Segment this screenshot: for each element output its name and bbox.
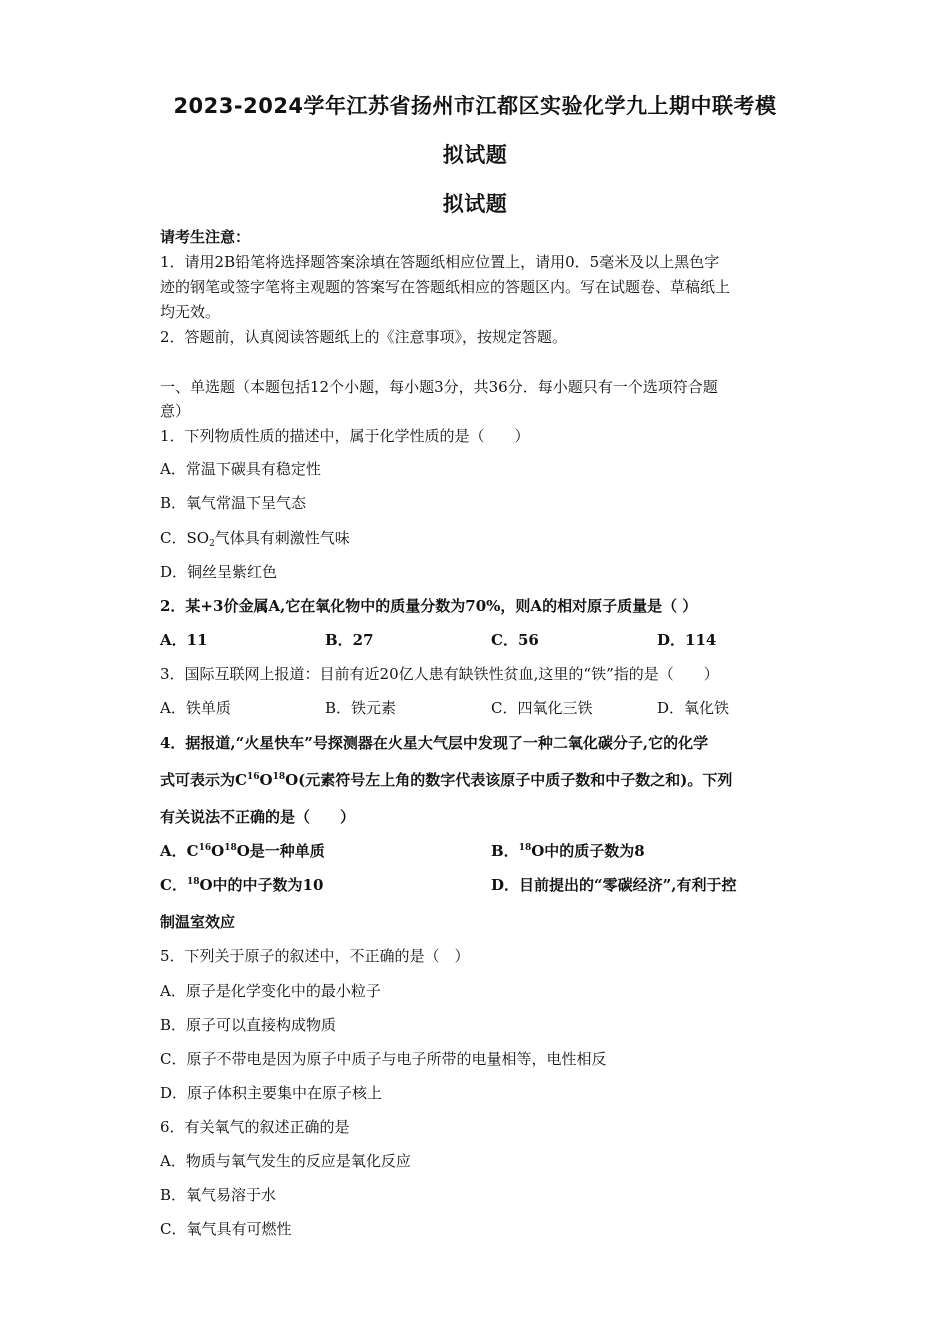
q2-stem: 2．某+3价金属A,它在氧化物中的质量分数为70%，则A的相对原子质量是（ ） [160, 597, 698, 615]
q4-option-b-sup18: 18 [518, 843, 532, 853]
q4-option-c-post: O中的中子数为10 [199, 876, 324, 894]
q3-option-b: B．铁元素 [325, 699, 397, 717]
q4-sup-16: 16 [246, 772, 260, 782]
q5-option-c: C．原子不带电是因为原子中质子与电子所带的电量相等，电性相反 [160, 1050, 607, 1068]
notice-item1-line2: 迹的钢笔或签字笔将主观题的答案写在答题纸相应的答题区内。写在试题卷、草稿纸上 [160, 278, 731, 296]
q4-option-c-sup18: 18 [186, 877, 200, 887]
notice-item1-line1: 1．请用2B铅笔将选择题答案涂填在答题纸相应位置上，请用0．5毫米及以上黑色字 [160, 253, 720, 271]
notice-item1-line3: 均无效。 [160, 303, 221, 321]
q1-option-a: A．常温下碳具有稳定性 [160, 460, 321, 478]
q2-option-d: D．114 [657, 631, 717, 649]
q1-option-b: B．氧气常温下呈气态 [160, 494, 307, 512]
q6-option-b: B．氧气易溶于水 [160, 1186, 277, 1204]
section1-heading-line1: 一、单选题（本题包括12个小题，每小题3分，共36分．每小题只有一个选项符合题 [160, 378, 718, 396]
q4-option-b-post: O中的质子数为8 [531, 842, 645, 860]
notice-heading: 请考生注意： [160, 228, 251, 246]
q4-option-c [160, 875, 323, 895]
q4-option-a-pre: A．C [160, 842, 199, 860]
q1-option-c-pre: C．SO [160, 529, 210, 547]
q6-option-a: A．物质与氧气发生的反应是氧化反应 [160, 1152, 411, 1170]
q4-o: O [259, 771, 273, 789]
q3-option-a: A．铁单质 [160, 699, 231, 717]
q4-option-a-sup18: 18 [224, 843, 237, 853]
q5-option-b: B．原子可以直接构成物质 [160, 1016, 337, 1034]
q1-stem: 1．下列物质性质的描述中，属于化学性质的是（ ） [160, 427, 530, 445]
exam-title-line1: 2023-2024学年江苏省扬州市江都区实验化学九上期中联考模 [173, 94, 777, 118]
q1-option-c-post: 气体具有刺激性气味 [214, 529, 350, 547]
q1-option-c [160, 528, 800, 548]
q6-option-c: C．氧气具有可燃性 [160, 1220, 292, 1238]
q4-option-a-sup16: 16 [198, 843, 212, 853]
q4-stem-line2 [160, 770, 800, 790]
q2-option-c: C．56 [491, 631, 539, 649]
q4-option-d-line2: 制温室效应 [160, 913, 236, 931]
q3-stem: 3．国际互联网上报道：目前有近20亿人患有缺铁性贫血,这里的“铁”指的是（ ） [160, 665, 719, 683]
exam-title-line2: 拟试题 [442, 143, 508, 167]
q4-option-c-pre: C． [160, 876, 187, 894]
q4-option-a-post: O是一种单质 [236, 842, 325, 860]
q5-stem: 5．下列关于原子的叙述中，不正确的是（ ） [160, 947, 470, 965]
q2-option-a: A．11 [160, 631, 208, 649]
q5-option-a: A．原子是化学变化中的最小粒子 [160, 982, 381, 1000]
exam-title-line3: 拟试题 [442, 192, 508, 216]
q4-option-a [160, 841, 325, 861]
q4-option-b-pre: B． [491, 842, 519, 860]
q3-option-c: C．四氧化三铁 [491, 699, 593, 717]
q1-option-c-subscript: 2 [209, 539, 215, 549]
q4-option-b [491, 841, 645, 861]
q5-option-d: D．原子体积主要集中在原子核上 [160, 1084, 383, 1102]
q2-option-b: B．27 [325, 631, 374, 649]
q4-option-a-o: O [211, 842, 225, 860]
q1-option-d: D．铜丝呈紫红色 [160, 563, 278, 581]
q3-option-d: D．氧化铁 [657, 699, 730, 717]
q4-stem-line2-post: O(元素符号左上角的数字代表该原子中质子数和中子数之和)。下列 [285, 771, 733, 789]
q4-stem-line2-pre: 式可表示为C [160, 771, 247, 789]
q4-option-d-line1: D．目前提出的“零碳经济”,有利于控 [491, 876, 737, 894]
q4-stem-line1: 4．据报道,“火星快车”号探测器在火星大气层中发现了一种二氧化碳分子,它的化学 [160, 734, 709, 752]
q6-stem: 6．有关氧气的叙述正确的是 [160, 1118, 350, 1136]
q4-stem-line3: 有关说法不正确的是（ ） [160, 808, 356, 826]
notice-item2: 2．答题前，认真阅读答题纸上的《注意事项》，按规定答题。 [160, 328, 568, 346]
q4-sup-18: 18 [272, 772, 286, 782]
section1-heading-line2: 意） [160, 402, 191, 420]
